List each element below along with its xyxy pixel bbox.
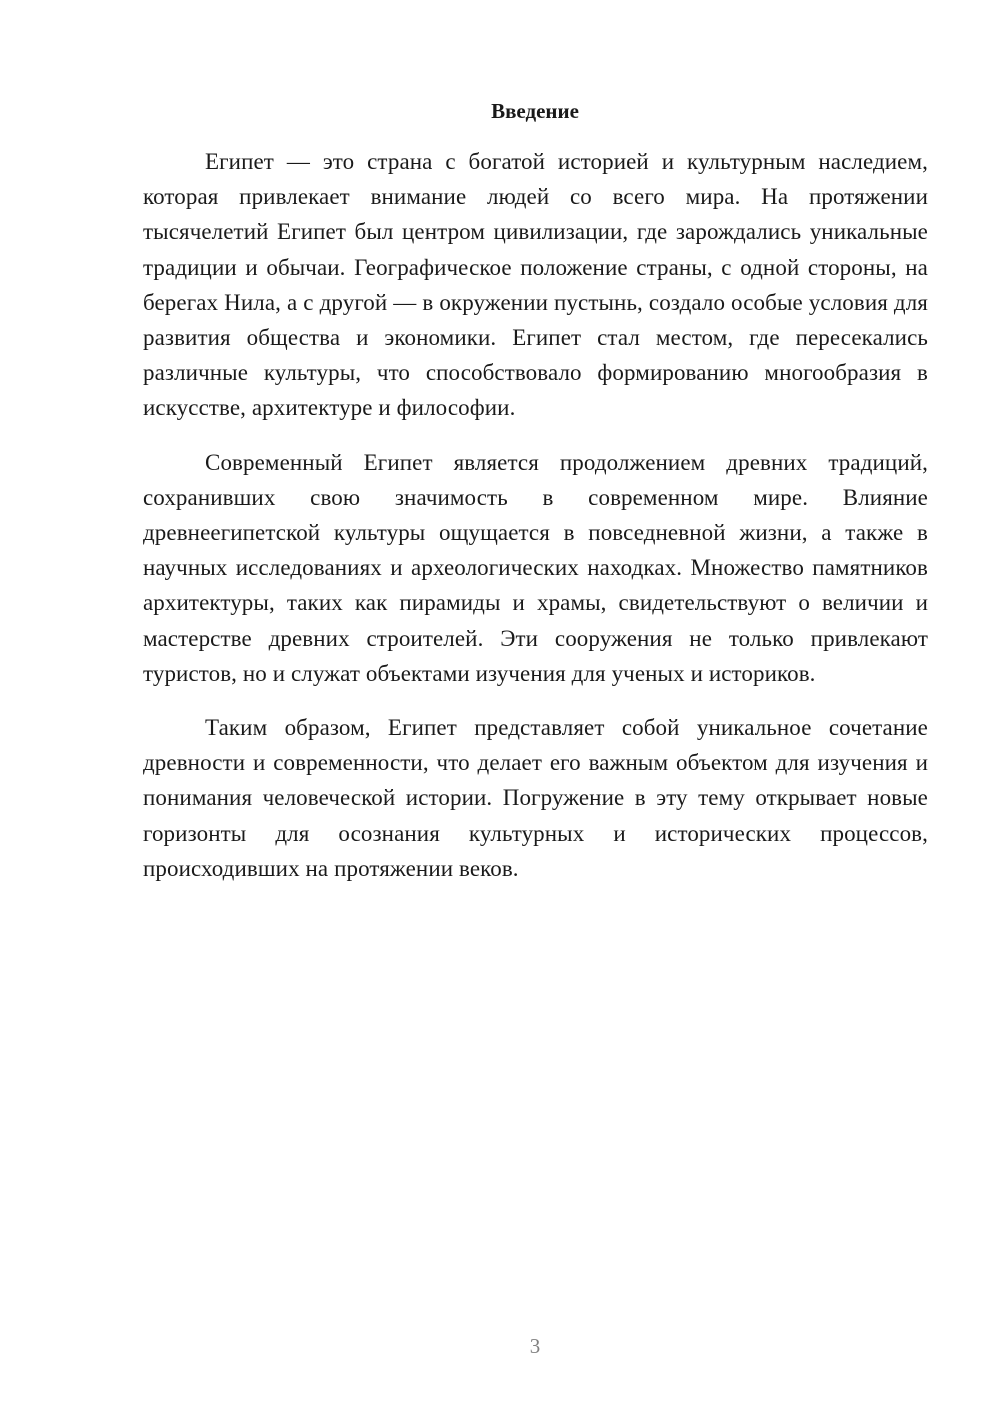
paragraph-1: Египет — это страна с богатой историей и культурным наследием, которая привлекает внимание людей со всего мира. На протяжении тысячелетий Египет был центром цивилизации, где зарождались уникальные традиции и обычаи. Географическое положение страны, с одной стороны, на берегах Нила, а с другой — в окружении пустынь, создало особые условия для развития общества и экономики. Египет стал местом, где пересекались различные культуры, что способствовало формированию многообразия в искусстве, архитектуре и философии. [143, 149, 928, 421]
paragraph-3: Таким образом, Египет представляет собой уникальное сочетание древности и современности, что делает его важным объектом для изучения и понимания человеческой истории. Погружение в эту тему открывает новые горизонты для осознания культурных и исторических процессов, происходивших на протяжении веков. [143, 715, 928, 881]
section-heading: Введение [491, 99, 579, 123]
body-text [143, 144, 928, 886]
page-number: 3 [529, 1334, 541, 1358]
paragraph-2: Современный Египет является продолжением древних традиций, сохранивших свою значимость в современном мире. Влияние древнеегипетской культуры ощущается в повседневной жизни, а также в научных исследованиях и археологических находках. Множество памятников архитектуры, таких как пирамиды и храмы, свидетельствуют о величии и мастерстве древних строителей. Эти сооружения не только привлекают туристов, но и служат объектами изучения для ученых и историков. [143, 449, 928, 686]
